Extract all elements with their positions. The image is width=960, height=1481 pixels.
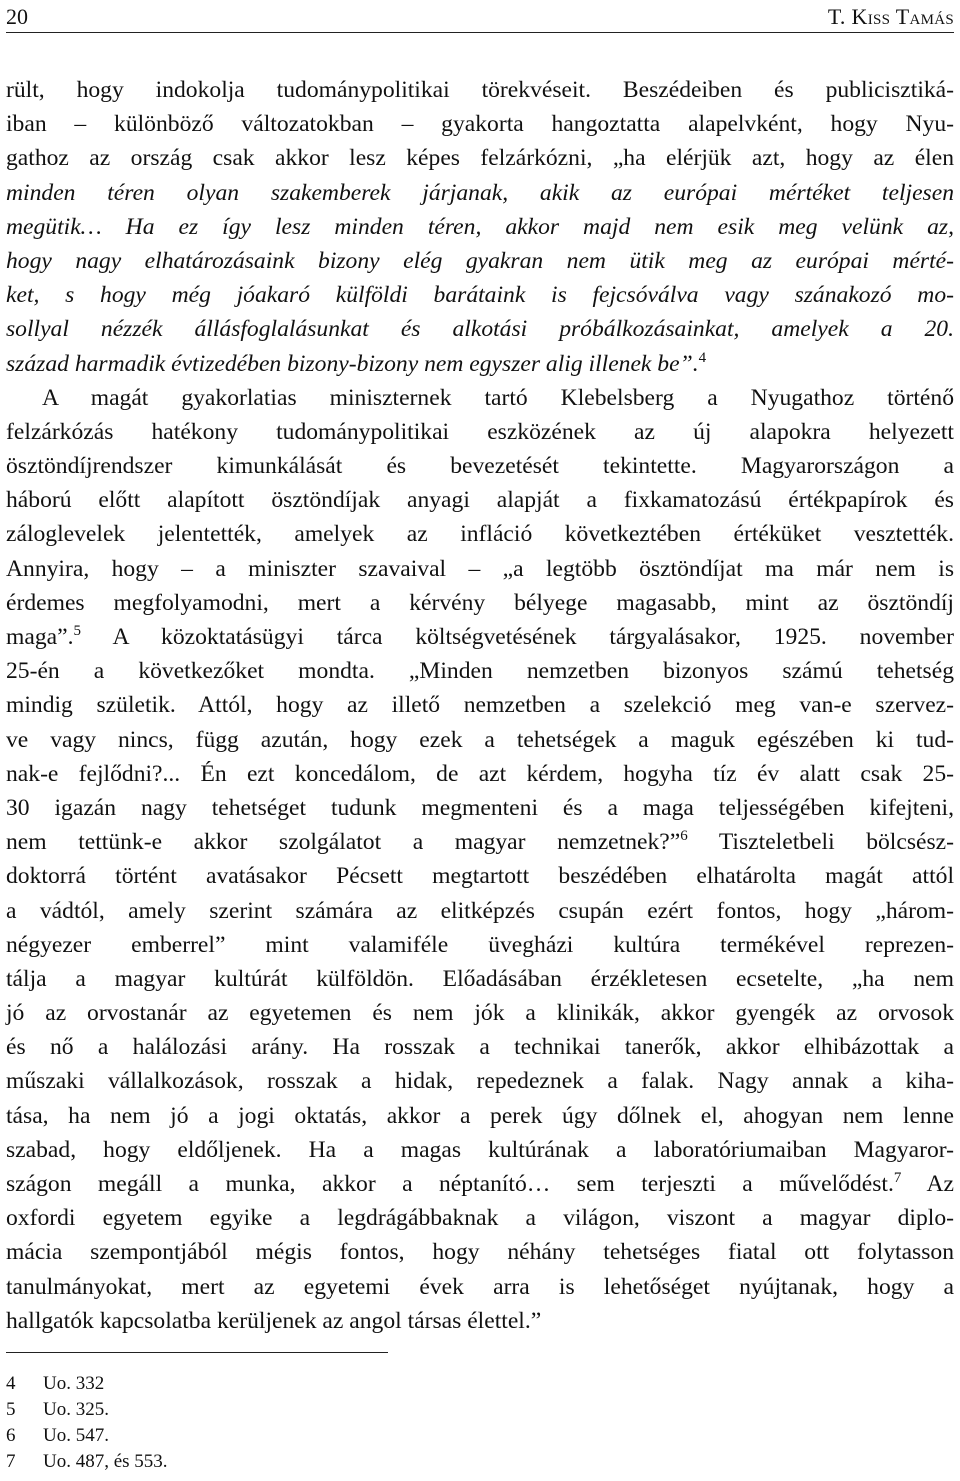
text-line	[6, 586, 954, 620]
line-text: A magát gyakorlatias miniszternek tartó Klebelsberg a Nyugathoz történő	[42, 384, 954, 411]
text-line	[6, 688, 954, 722]
line-text: nem tettünk-e akkor szolgálatot a magyar nemzetnek?”	[6, 829, 681, 856]
text-line	[6, 517, 954, 551]
footnote	[6, 1397, 168, 1423]
line-text: hogy nagy elhatározásaink bizony elég gyakran nem ütik meg az európai mérté-	[6, 247, 954, 274]
line-text: tálja a magyar kultúrát külföldön. Előadásában érzékletesen ecsetelte, „ha nem	[6, 965, 954, 992]
text-line	[6, 825, 954, 859]
text-line	[6, 1133, 954, 1167]
text-line	[6, 1167, 954, 1201]
line-text: mácia szempontjából mégis fontos, hogy néhány tehetséges fiatal ott folytasson	[6, 1239, 954, 1266]
text-line	[6, 347, 954, 381]
text-line	[6, 1304, 954, 1338]
line-text: szabad, hogy eldőljenek. Ha a magas kultúrának a laboratóriumaiban Magyaror-	[6, 1136, 954, 1163]
line-text: gathoz az ország csak akkor lesz képes felzárkózni, „ha elérjük azt, hogy az élen	[6, 145, 954, 172]
text-line	[6, 1235, 954, 1269]
line-text: szágon megáll a munka, akkor a néptanító… sem terjeszti a művelődést.	[6, 1171, 894, 1197]
text-line	[6, 141, 954, 175]
running-header	[6, 0, 954, 33]
text-line	[6, 1099, 954, 1133]
line-text-tail: A közoktatásügyi tárca költségvetésének tárgyalásakor, 1925. november	[80, 624, 954, 650]
line-text-tail: Az	[901, 1171, 954, 1197]
footnote-ref[interactable]: 4	[698, 349, 707, 366]
line-text: tanulmányokat, mert az egyetemi évek arra is lehetőséget nyújtanak, hogy a	[6, 1273, 954, 1300]
text-line	[6, 312, 954, 346]
text-line	[6, 791, 954, 825]
line-text: ösztöndíjrendszer kimunkálását és bevezetését tekintette. Magyarországon a	[6, 453, 954, 480]
footnote-number: 7	[6, 1451, 16, 1472]
line-text: záloglevelek jelentették, amelyek az infláció következtében értéküket vesztették.	[6, 521, 954, 548]
line-text: 25-én a következőket mondta. „Minden nemzetben bizonyos számú tehetség	[6, 658, 954, 685]
text-line	[6, 483, 954, 517]
line-text: doktorrá történt avatásakor Pécsett megtartott beszédében elhatárolta magát attól	[6, 863, 954, 890]
page-number: 20	[6, 4, 28, 29]
text-line	[6, 996, 954, 1030]
text-line	[6, 859, 954, 893]
line-text: négyezer emberrel” mint valamiféle üvegházi kultúra termékével reprezen-	[6, 931, 954, 958]
text-line	[6, 620, 954, 654]
line-text-tail: Tiszteletbeli bölcsész-	[687, 829, 954, 856]
line-text: ket, s hogy még jóakaró külföldi barátaink is fejcsóválva vagy szánakozó mo-	[6, 282, 954, 309]
footnote-text: Uo. 487, és 553.	[43, 1451, 168, 1472]
text-line	[6, 894, 954, 928]
text-line	[6, 449, 954, 483]
line-text: oxfordi egyetem egyike a legdrágábbaknak a világon, viszont a magyar diplo-	[6, 1205, 954, 1232]
text-line	[6, 415, 954, 449]
footnote-separator	[6, 1352, 388, 1353]
text-line	[6, 176, 954, 210]
line-text: műszaki vállalkozások, rosszak a hidak, repedeznek a falak. Nagy annak a kiha-	[6, 1068, 954, 1095]
text-line	[6, 552, 954, 586]
line-text: a vádtól, amely szerint számára az elitképzés csupán ezért fontos, hogy „három-	[6, 897, 954, 924]
text-line	[6, 1064, 954, 1098]
footnote-text: Uo. 325.	[43, 1399, 109, 1420]
text-line	[6, 73, 954, 107]
text-line	[6, 107, 954, 141]
line-text: század harmadik évtizedében bizony-bizony nem egyszer alig illenek be”.	[6, 350, 699, 377]
line-text: iban – különböző változatokban – gyakorta hangoztatta alapelvként, hogy Nyu-	[6, 111, 954, 138]
line-text: ve vagy nincs, függ azután, hogy ezek a tehetségek a maguk egészében ki tud-	[6, 726, 954, 753]
text-line	[6, 210, 954, 244]
footnote-number: 6	[6, 1425, 16, 1446]
line-text: minden téren olyan szakemberek járjanak, akik az európai mértéket teljesen	[6, 179, 954, 206]
footnote-text: Uo. 547.	[43, 1425, 109, 1446]
footnote-number: 5	[6, 1399, 16, 1420]
line-text: 30 igazán nagy tehetséget tudunk megmenteni és a maga teljességében kifejteni,	[6, 794, 954, 821]
text-line	[6, 723, 954, 757]
text-line	[6, 757, 954, 791]
footnote	[6, 1371, 168, 1397]
line-text: rült, hogy indokolja tudománypolitikai törekvéseit. Beszédeiben és publicisztiká-	[6, 77, 954, 103]
footnote-ref[interactable]: 7	[893, 1170, 902, 1186]
footnote-ref[interactable]: 6	[680, 828, 688, 845]
footnote	[6, 1449, 168, 1475]
text-line	[6, 1270, 954, 1304]
line-text: sollyal nézzék állásfoglalásunkat és alkotási próbálkozásainkat, amelyek a 20.	[6, 316, 954, 343]
line-text: jó az orvostanár az egyetemen és nem jók a klinikák, akkor gyengék az orvosok	[6, 1000, 954, 1027]
line-text: megütik… Ha ez így lesz minden téren, akkor majd nem esik meg velünk az,	[6, 213, 954, 240]
text-line	[6, 928, 954, 962]
text-line	[6, 1201, 954, 1235]
text-line	[6, 1030, 954, 1064]
line-text: és nő a halálozási arány. Ha rosszak a technikai tanerők, akkor elhibázottak a	[6, 1034, 954, 1061]
line-text: háború előtt alapított ösztöndíjak anyagi alapját a fixkamatozású értékpapírok és	[6, 487, 954, 514]
line-text: felzárkózás hatékony tudománypolitikai eszközének az új alapokra helyezett	[6, 418, 954, 445]
text-line	[6, 962, 954, 996]
body-text	[6, 73, 954, 1338]
footnote-ref[interactable]: 5	[73, 623, 81, 639]
line-text: érdemes megfolyamodni, mert a kérvény bélyege magasabb, mint az ösztöndíj	[6, 589, 954, 616]
line-text: hallgatók kapcsolatba kerüljenek az angol társas élettel.”	[6, 1307, 542, 1334]
running-author: T. Kiss Tamás	[827, 4, 954, 29]
footnote-text: Uo. 332	[43, 1373, 105, 1394]
footnote	[6, 1423, 168, 1449]
text-line	[6, 244, 954, 278]
line-text: maga”.	[6, 624, 74, 650]
line-text: nak-e fejlődni?... Én ezt koncedálom, de azt kérdem, hogyha tíz év alatt csak 25-	[6, 760, 954, 787]
line-text: Annyira, hogy – a miniszter szavaival – „a legtöbb ösztöndíjat ma már nem is	[6, 555, 954, 582]
text-line	[6, 278, 954, 312]
footnote-number: 4	[6, 1373, 16, 1394]
text-line	[6, 381, 954, 415]
text-line	[6, 654, 954, 688]
footnotes	[6, 1371, 168, 1475]
line-text: tása, ha nem jó a jogi oktatás, akkor a perek úgy dőlnek el, ahogyan nem lenne	[6, 1102, 954, 1129]
line-text: mindig születik. Attól, hogy az illető nemzetben a szelekció meg van-e szervez-	[6, 692, 954, 719]
